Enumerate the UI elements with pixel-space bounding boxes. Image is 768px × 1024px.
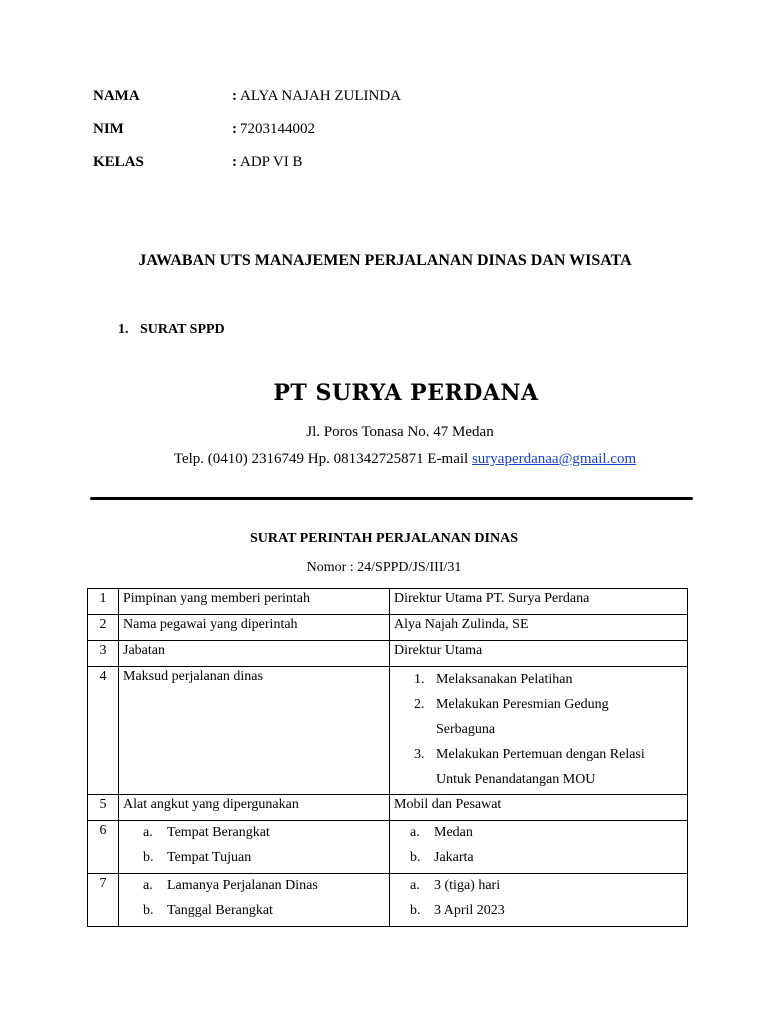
list-item xyxy=(390,694,687,719)
list-item xyxy=(390,823,687,848)
main-title: JAWABAN UTS MANAJEMEN PERJALANAN DINAS DAN WISATA xyxy=(138,252,632,269)
row-value: Mobil dan Pesawat xyxy=(390,795,688,821)
table-row xyxy=(88,795,688,821)
list-text: Melakukan Pertemuan dengan Relasi xyxy=(436,747,645,762)
company-address: Jl. Poros Tonasa No. 47 Medan xyxy=(306,424,494,440)
row-number: 7 xyxy=(88,874,119,927)
row-field: Alat angkut yang dipergunakan xyxy=(119,795,390,821)
list-marker: b. xyxy=(143,903,154,918)
list-item xyxy=(119,876,389,901)
row-field: Pimpinan yang memberi perintah xyxy=(119,589,390,615)
section-title: SURAT SPPD xyxy=(140,322,225,337)
table-row xyxy=(88,667,688,795)
name-value xyxy=(232,88,401,105)
row-value-list xyxy=(390,821,688,874)
list-marker: 2. xyxy=(414,697,425,712)
list-marker: 3. xyxy=(414,747,425,762)
list-item xyxy=(390,876,687,901)
list-marker: b. xyxy=(143,850,154,865)
section-number: 1. xyxy=(118,322,129,337)
nim-separator: : xyxy=(232,121,237,137)
list-text: 3 (tiga) hari xyxy=(434,878,501,893)
email-link[interactable]: suryaperdanaa@gmail.com xyxy=(471,451,637,467)
table-row xyxy=(88,615,688,641)
row-field-list xyxy=(119,821,390,874)
name-value-text: ALYA NAJAH ZULINDA xyxy=(240,88,401,104)
list-text: 3 April 2023 xyxy=(434,903,505,918)
list-item xyxy=(119,901,389,926)
row-value: Direktur Utama xyxy=(390,641,688,667)
table-row xyxy=(88,641,688,667)
list-marker: a. xyxy=(143,878,153,893)
row-field-list xyxy=(119,874,390,927)
list-text: Lamanya Perjalanan Dinas xyxy=(167,878,318,893)
list-item xyxy=(119,823,389,848)
list-item xyxy=(390,848,687,873)
list-text: Jakarta xyxy=(434,850,474,865)
list-text: Melakukan Peresmian Gedung xyxy=(436,697,609,712)
row-value: Direktur Utama PT. Surya Perdana xyxy=(390,589,688,615)
nim-label: NIM xyxy=(93,121,124,137)
identity-name-row xyxy=(93,88,401,105)
class-value-text: ADP VI B xyxy=(240,154,303,170)
list-text: Tempat Tujuan xyxy=(167,850,252,865)
section-heading xyxy=(118,322,225,338)
row-value: Alya Najah Zulinda, SE xyxy=(390,615,688,641)
list-marker: a. xyxy=(143,825,153,840)
row-number: 6 xyxy=(88,821,119,874)
list-marker: 1. xyxy=(414,672,425,687)
list-item xyxy=(390,669,687,694)
company-contact xyxy=(0,451,768,468)
nim-value xyxy=(232,121,315,138)
row-field: Maksud perjalanan dinas xyxy=(119,667,390,795)
document-number: Nomor : 24/SPPD/JS/III/31 xyxy=(306,560,462,575)
document-title: SURAT PERINTAH PERJALANAN DINAS xyxy=(250,531,518,546)
list-marker: a. xyxy=(410,825,420,840)
name-separator: : xyxy=(232,88,237,104)
row-number: 5 xyxy=(88,795,119,821)
list-marker: b. xyxy=(410,903,421,918)
class-label: KELAS xyxy=(93,154,144,170)
table-row xyxy=(88,821,688,874)
sppd-table xyxy=(87,588,688,927)
row-value-list xyxy=(390,667,688,795)
row-value-list xyxy=(390,874,688,927)
list-text: Medan xyxy=(434,825,473,840)
list-item xyxy=(390,901,687,926)
table-row xyxy=(88,589,688,615)
company-name: PT SURYA PERDANA xyxy=(273,380,539,406)
name-label: NAMA xyxy=(93,88,140,104)
row-number: 4 xyxy=(88,667,119,795)
row-number: 1 xyxy=(88,589,119,615)
row-field: Jabatan xyxy=(119,641,390,667)
row-number: 2 xyxy=(88,615,119,641)
nim-value-text: 7203144002 xyxy=(240,121,315,137)
row-field: Nama pegawai yang diperintah xyxy=(119,615,390,641)
contact-text: Telp. (0410) 2316749 Hp. 081342725871 E-mail xyxy=(173,451,472,467)
list-item xyxy=(390,744,687,769)
class-value xyxy=(232,154,303,171)
list-marker: b. xyxy=(410,850,421,865)
list-text: Tanggal Berangkat xyxy=(167,903,273,918)
list-text: Melaksanakan Pelatihan xyxy=(436,672,573,687)
list-item xyxy=(119,848,389,873)
class-separator: : xyxy=(232,154,237,170)
table-row xyxy=(88,874,688,927)
list-item-continued: Serbaguna xyxy=(436,722,496,737)
identity-nim-row xyxy=(93,121,315,138)
row-number: 3 xyxy=(88,641,119,667)
list-text: Tempat Berangkat xyxy=(167,825,270,840)
identity-class-row xyxy=(93,154,303,171)
list-marker: a. xyxy=(410,878,420,893)
list-item-continued: Untuk Penandatangan MOU xyxy=(436,772,596,787)
letterhead-divider xyxy=(90,497,693,500)
